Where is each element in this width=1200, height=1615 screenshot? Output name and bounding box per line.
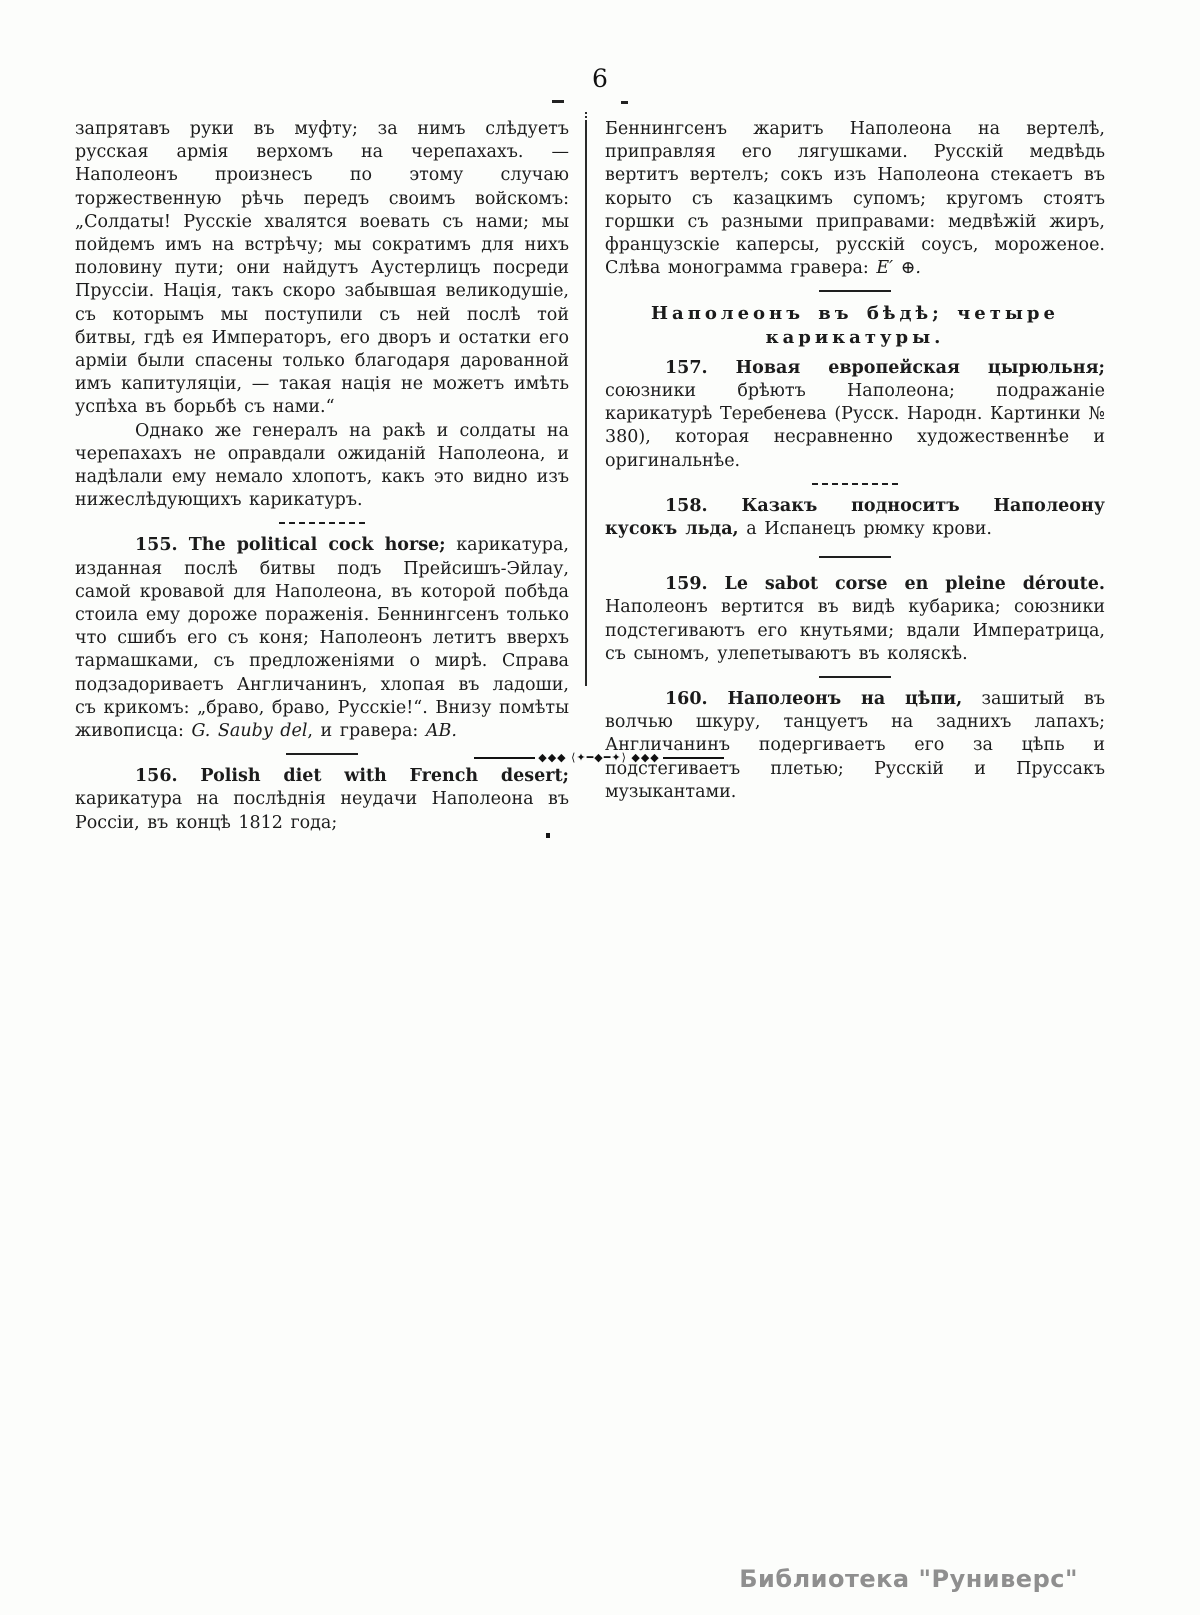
section-heading: Наполеонъ въ бѣдѣ; четыре карикатуры.: [651, 303, 1059, 348]
catalog-entry-158: [605, 495, 1105, 541]
library-watermark: Библиотека "Руниверс": [739, 1565, 1078, 1593]
entry-body: , и гравера:: [307, 721, 426, 742]
page-number: 6: [592, 64, 608, 93]
entry-title: 158. Казакъ подноситъ Наполеону кусокъ льда,: [605, 495, 1105, 540]
paragraph-continuation: [605, 118, 1105, 280]
catalog-entry-159: [605, 573, 1105, 666]
paragraph: Однако же генералъ на ракѣ и солдаты на черепахахъ не оправдали ожиданій Наполеона, и надѣлали ему немало хлопотъ, какъ это видно изъ нижеслѣдующихъ карикатуръ.: [75, 420, 569, 511]
section-separator: [819, 556, 891, 558]
ink-speck: [546, 833, 550, 838]
entry-title: 156. Polish diet with French desert;: [135, 766, 569, 787]
entry-body: карикатура на послѣднія неудачи Наполеона въ Россіи, въ концѣ 1812 года;: [75, 789, 569, 833]
section-separator: [812, 483, 898, 485]
entry-body: карикатура, изданная послѣ битвы подъ Прейсишъ-Эйлау, самой кровавой для Наполеона, въ которой побѣда стоила ему дороже пораженія. Беннингсенъ только что сшибъ его съ коня; Наполеонъ летитъ вверхъ тармашками, съ предложеніями о мирѣ. Справа подзадориваетъ Англичанинъ, хлопая въ ладоши, съ крикомъ: „браво, браво, Русскіе!“. Внизу помѣты живописца:: [75, 535, 569, 742]
catalog-entry-156: [75, 765, 569, 835]
entry-title: 160. Наполеонъ на цѣпи,: [665, 689, 963, 710]
catalog-entry-157: [605, 357, 1105, 473]
section-separator: [279, 522, 365, 524]
ornament-glyphs: ◆◆◆ ⟨✦━◆━✦⟩ ◆◆◆: [538, 751, 660, 764]
section-separator: [819, 290, 891, 292]
catalog-entry-155: [75, 534, 569, 743]
ornament-divider: [474, 752, 724, 763]
right-column: [605, 118, 1105, 835]
entry-title: 159. Le sabot corse en pleine déroute.: [665, 574, 1105, 595]
catalog-entry-160: [605, 688, 1105, 804]
column-gap: [569, 118, 605, 835]
artist-signature: G. Sauby del: [191, 721, 308, 742]
entry-body: зашитый въ волчью шкуру, танцуетъ на заднихъ лапахъ; Англичанинъ подергиваетъ его за цѣпь и подстегиваетъ плетью; Русскій и Пруссакъ музыкантами.: [605, 689, 1106, 802]
entry-body: Беннингсенъ жаритъ Наполеона на вертелѣ, приправляя его лягушками. Русскій медвѣдь вертитъ вертелъ; сокъ изъ Наполеона стекаетъ въ корыто съ казацкимъ супомъ; кругомъ стоятъ горшки съ разными приправами: медвѣжій жиръ, французскіе каперсы, русскій соусъ, мороженое. Слѣва монограмма гравера:: [605, 119, 1105, 279]
entry-body: союзники брѣютъ Наполеона; подражаніе карикатурѣ Теребенева (Русск. Народн. Картинки № 380), которая несравненно художественнѣе и оригинальнѣе.: [605, 381, 1105, 471]
entry-title: 157. Новая европейская цырюльня;: [665, 357, 1105, 378]
paragraph-continuation: запрятавъ руки въ муфту; за нимъ слѣдуетъ русская армія верхомъ на черепахахъ. — Наполеонъ произнесъ по этому случаю торжественную рѣчь передъ своимъ войскомъ: „Солдаты! Русскіе хвалятся воевать съ нами; мы пойдемъ имъ на встрѣчу; мы сократимъ для нихъ половину пути; они найдутъ Аустерлицъ посреди Пруссіи. Нація, такъ скоро забывшая великодушіе, съ которымъ мы поступили съ ней послѣ той битвы, гдѣ ея Императоръ, его дворъ и остатки его арміи были спасены только благодаря дарованной имъ капитуляціи, — такая нація не можетъ имѣть успѣха въ борьбѣ съ нами.“: [75, 119, 569, 418]
engraver-monogram: E′ ⊕.: [876, 258, 921, 279]
scan-artifact-dash: [552, 100, 564, 103]
engraver-signature: AB.: [425, 721, 457, 742]
column-divider-rule: [585, 120, 587, 686]
section-separator: [819, 676, 891, 678]
scan-artifact-dash: [621, 101, 628, 104]
section-separator: [286, 753, 358, 755]
entry-body: Наполеонъ вертится въ видѣ кубарика; союзники подстегиваютъ его кнутьями; вдали Императрица, съ сыномъ, улепетываютъ въ коляскѣ.: [605, 597, 1105, 664]
entry-body: а Испанецъ рюмку крови.: [738, 519, 992, 540]
entry-title: 155. The political cock horse;: [135, 535, 446, 556]
left-column: [75, 118, 569, 835]
two-column-text: [75, 118, 1105, 835]
